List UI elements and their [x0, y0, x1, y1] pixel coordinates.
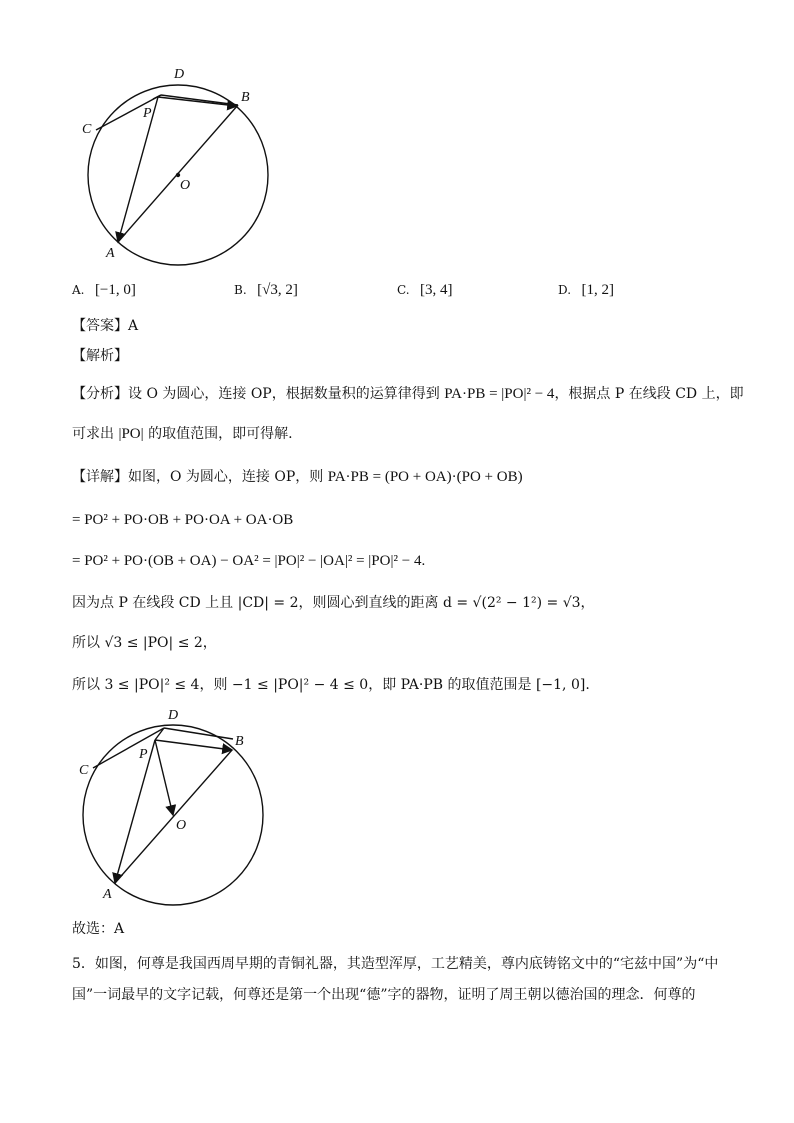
vector-pa — [118, 97, 158, 242]
label-b: B — [235, 734, 244, 749]
option-a — [72, 281, 136, 299]
option-a-letter: A. — [72, 283, 85, 297]
detail-tag: 【详解】 — [72, 469, 128, 485]
label-p: P — [139, 747, 148, 762]
option-d-letter: D. — [558, 283, 572, 297]
label-b: B — [241, 90, 250, 105]
analysis-line-2 — [72, 425, 293, 443]
option-d-value: [1, 2] — [581, 282, 614, 298]
detail-line-3: = PO² + PO·(OB + OA) − OA² = |PO|² − |OA|² = |PO|² − 4. — [72, 553, 426, 569]
answer-line — [72, 317, 138, 335]
option-c — [397, 281, 453, 299]
option-a-value: [−1, 0] — [94, 282, 136, 298]
analysis-text-2a: 可求出 — [72, 426, 119, 442]
option-d — [558, 281, 614, 299]
figure-2 — [60, 700, 360, 900]
option-b-value: [√3, 2] — [257, 282, 298, 298]
vector-pb — [155, 740, 232, 750]
detail-line-1 — [72, 468, 523, 486]
analysis-eq-1: PA·PB = |PO|² − 4 — [444, 386, 555, 402]
label-p: P — [143, 106, 152, 121]
analysis-eq-2: |PO| — [118, 426, 144, 442]
label-c: C — [82, 122, 92, 137]
detail-eq-1: PA·PB = (PO + OA)·(PO + OB) — [327, 469, 523, 485]
answer-value: A — [128, 318, 139, 334]
diameter-ab — [115, 750, 232, 883]
answer-tag: 【答案】 — [72, 318, 128, 334]
label-a: A — [106, 246, 115, 261]
label-o: O — [180, 178, 191, 193]
option-c-value: [3, 4] — [420, 282, 453, 298]
analysis-tag: 【分析】 — [72, 386, 128, 402]
jiexi-heading: 【解析】 — [72, 348, 128, 364]
vector-pa — [115, 740, 155, 883]
center-dot — [176, 173, 180, 177]
chord-db — [164, 728, 233, 739]
detail-line-4: 因为点 P 在线段 CD 上且 |CD| = 2，则圆心到直线的距离 d = √(2² − 1²) = √3， — [72, 595, 595, 611]
label-d: D — [168, 708, 179, 723]
chord-db — [161, 95, 238, 105]
vector-po — [155, 740, 173, 815]
option-b — [234, 281, 298, 299]
option-b-letter: B. — [234, 283, 247, 297]
label-c: C — [79, 763, 89, 778]
label-d: D — [174, 67, 185, 82]
label-o: O — [176, 818, 187, 833]
analysis-text-1b: ，根据点 P 在线段 CD 上，即 — [554, 386, 744, 402]
question-5-line-2: 国”一词最早的文字记载，何尊还是第一个出现“德”字的器物，证明了周王朝以德治国的理念．何尊的 — [72, 987, 696, 1003]
analysis-line-1 — [72, 385, 744, 403]
detail-line-6: 所以 3 ≤ |PO|² ≤ 4，则 −1 ≤ |PO|² − 4 ≤ 0，即 PA·PB 的取值范围是 [−1, 0]. — [72, 677, 590, 693]
detail-line-5: 所以 √3 ≤ |PO| ≤ 2， — [72, 635, 217, 651]
label-a: A — [103, 887, 112, 902]
detail-text-1a: 如图，O 为圆心，连接 OP，则 — [128, 469, 328, 485]
final-choice: 故选：A — [72, 921, 125, 937]
analysis-text-2b: 的取值范围，即可得解. — [143, 426, 293, 442]
detail-line-2: = PO² + PO·OB + PO·OA + OA·OB — [72, 512, 294, 528]
question-5-line-1: 5．如图，何尊是我国西周早期的青铜礼器，其造型浑厚，工艺精美，尊内底铸铭文中的“宅兹中国”为“中 — [72, 956, 719, 972]
analysis-text-1a: 设 O 为圆心，连接 OP，根据数量积的运算律得到 — [128, 386, 445, 402]
figure-1 — [60, 60, 360, 260]
option-c-letter: C. — [397, 283, 410, 297]
